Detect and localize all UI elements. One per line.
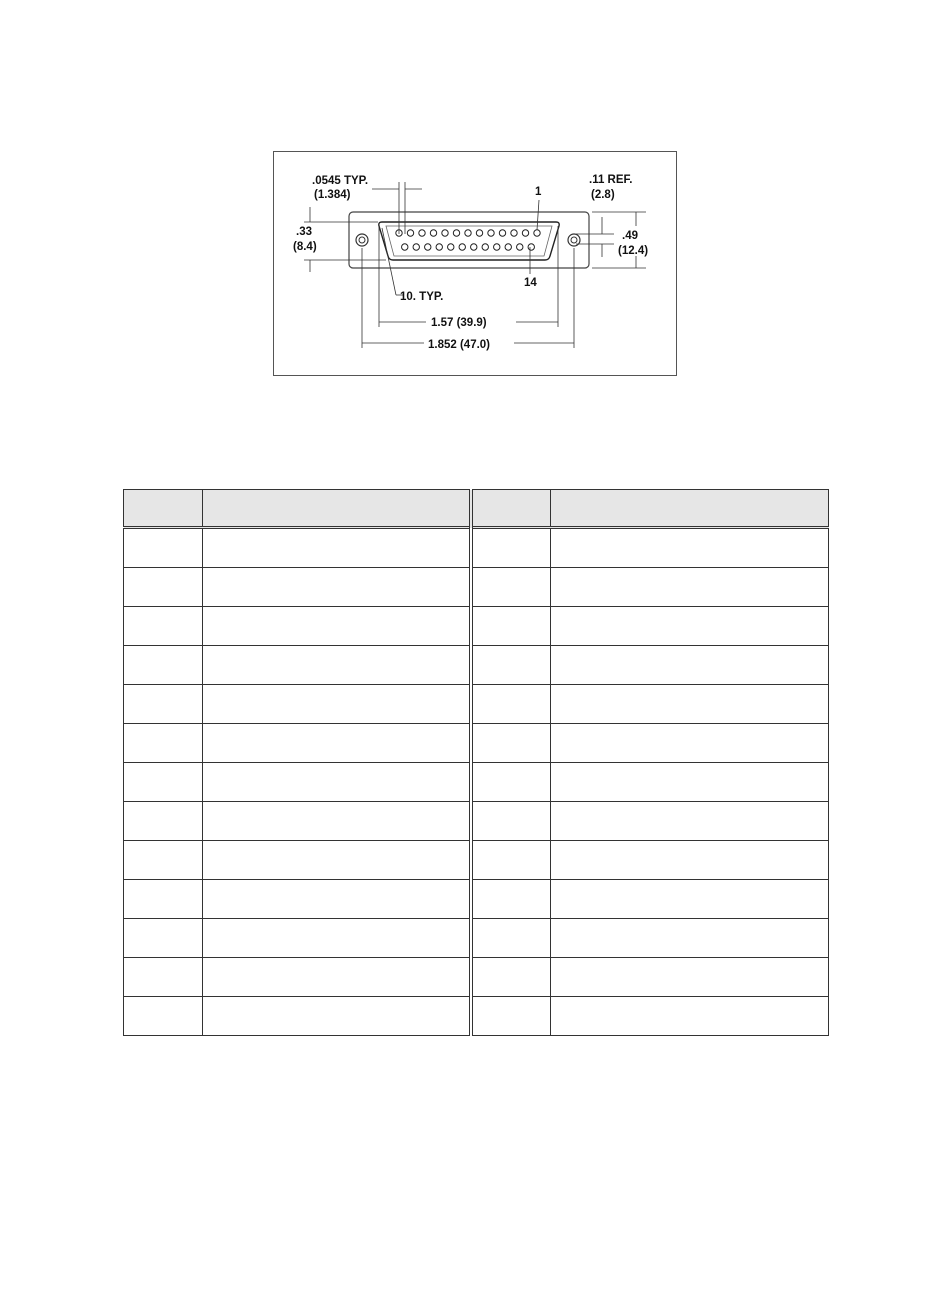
pin-top — [511, 230, 517, 236]
pin-bottom — [471, 244, 477, 250]
table-cell — [551, 763, 829, 802]
pin-1-leader — [537, 200, 539, 230]
pin-top — [534, 230, 540, 236]
table-cell — [203, 841, 471, 880]
table-row — [124, 528, 829, 568]
table-cell — [124, 685, 203, 724]
ref-label-in: .11 REF. — [589, 174, 633, 186]
table-row — [124, 919, 829, 958]
table-cell — [471, 763, 551, 802]
table-cell — [471, 841, 551, 880]
outer-height-label-mm: (12.4) — [618, 245, 649, 257]
pin-top — [488, 230, 494, 236]
table-row — [124, 763, 829, 802]
table-cell — [124, 802, 203, 841]
connector-drawing — [273, 151, 677, 376]
pin-top — [522, 230, 528, 236]
table-cell — [551, 568, 829, 607]
table-header-row — [124, 490, 829, 528]
shell-width-label: 1.57 (39.9) — [431, 317, 487, 329]
table-cell — [124, 958, 203, 997]
pin-bottom — [459, 244, 465, 250]
pin-1-label: 1 — [535, 186, 542, 198]
table-cell — [203, 880, 471, 919]
table-cell — [471, 958, 551, 997]
header-cell — [551, 490, 829, 528]
table-cell — [124, 880, 203, 919]
pin-top — [499, 230, 505, 236]
table-row — [124, 958, 829, 997]
pitch-label-in: .0545 TYP. — [312, 175, 369, 187]
table-cell — [203, 802, 471, 841]
pin-bottom — [482, 244, 488, 250]
pin-top — [453, 230, 459, 236]
table-cell — [551, 528, 829, 568]
pin-top — [465, 230, 471, 236]
table-cell — [124, 997, 203, 1036]
pitch-label-mm: (1.384) — [314, 189, 351, 201]
mounting-hole-right-inner — [571, 237, 577, 243]
table-row — [124, 568, 829, 607]
pin-bottom — [528, 244, 534, 250]
table-row — [124, 685, 829, 724]
table-cell — [551, 646, 829, 685]
table-cell — [471, 724, 551, 763]
table-cell — [124, 568, 203, 607]
table-cell — [203, 919, 471, 958]
pin-top — [476, 230, 482, 236]
table-body — [124, 528, 829, 1036]
header-cell — [124, 490, 203, 528]
table-cell — [551, 880, 829, 919]
inner-height-label-in: .33 — [296, 226, 312, 238]
angle-label: 10. TYP. — [400, 291, 444, 303]
table-row — [124, 724, 829, 763]
table-cell — [203, 724, 471, 763]
table-cell — [551, 919, 829, 958]
table-row — [124, 880, 829, 919]
pin-bottom — [494, 244, 500, 250]
table-cell — [124, 528, 203, 568]
pin-bottom — [448, 244, 454, 250]
table-row — [124, 607, 829, 646]
table-cell — [203, 646, 471, 685]
table-cell — [203, 607, 471, 646]
pin-row-bottom — [402, 244, 535, 250]
pin-bottom — [425, 244, 431, 250]
table-row — [124, 646, 829, 685]
d-shell-outline — [379, 222, 559, 260]
table-cell — [471, 568, 551, 607]
table-cell — [551, 607, 829, 646]
mounting-hole-left-inner — [359, 237, 365, 243]
pin-top — [430, 230, 436, 236]
table-cell — [203, 958, 471, 997]
table-cell — [471, 646, 551, 685]
pin-top — [407, 230, 413, 236]
table-header — [124, 490, 829, 528]
table-cell — [124, 607, 203, 646]
table-row — [124, 841, 829, 880]
flange-width-label: 1.852 (47.0) — [428, 339, 491, 351]
header-cell — [471, 490, 551, 528]
table-cell — [203, 568, 471, 607]
pin-top — [419, 230, 425, 236]
pin-top — [442, 230, 448, 236]
table-cell — [551, 802, 829, 841]
table-cell — [471, 880, 551, 919]
outer-height-label-in: .49 — [622, 230, 638, 242]
inner-height-label-mm: (8.4) — [293, 241, 317, 253]
table-cell — [203, 763, 471, 802]
table-cell — [471, 997, 551, 1036]
mounting-hole-left — [356, 234, 368, 246]
pin-bottom — [413, 244, 419, 250]
table-cell — [551, 685, 829, 724]
table-cell — [124, 841, 203, 880]
db25-dimension-diagram — [274, 152, 678, 377]
table-cell — [124, 763, 203, 802]
pin-14-label: 14 — [524, 277, 537, 289]
header-cell — [203, 490, 471, 528]
table-cell — [124, 724, 203, 763]
table-row — [124, 802, 829, 841]
table-cell — [471, 685, 551, 724]
table-cell — [203, 685, 471, 724]
table-cell — [124, 919, 203, 958]
pin-bottom — [517, 244, 523, 250]
table-cell — [471, 607, 551, 646]
table-cell — [471, 802, 551, 841]
pin-row-top — [396, 230, 540, 236]
pin-assignment-table — [123, 489, 829, 1036]
table-cell — [124, 646, 203, 685]
pin-bottom — [402, 244, 408, 250]
table-cell — [471, 528, 551, 568]
ref-label-mm: (2.8) — [591, 189, 615, 201]
table-cell — [551, 724, 829, 763]
table-cell — [203, 528, 471, 568]
table-cell — [551, 997, 829, 1036]
pin-bottom — [436, 244, 442, 250]
table-cell — [551, 841, 829, 880]
pin-bottom — [505, 244, 511, 250]
table-cell — [203, 997, 471, 1036]
table-cell — [471, 919, 551, 958]
table-cell — [551, 958, 829, 997]
table-row — [124, 997, 829, 1036]
